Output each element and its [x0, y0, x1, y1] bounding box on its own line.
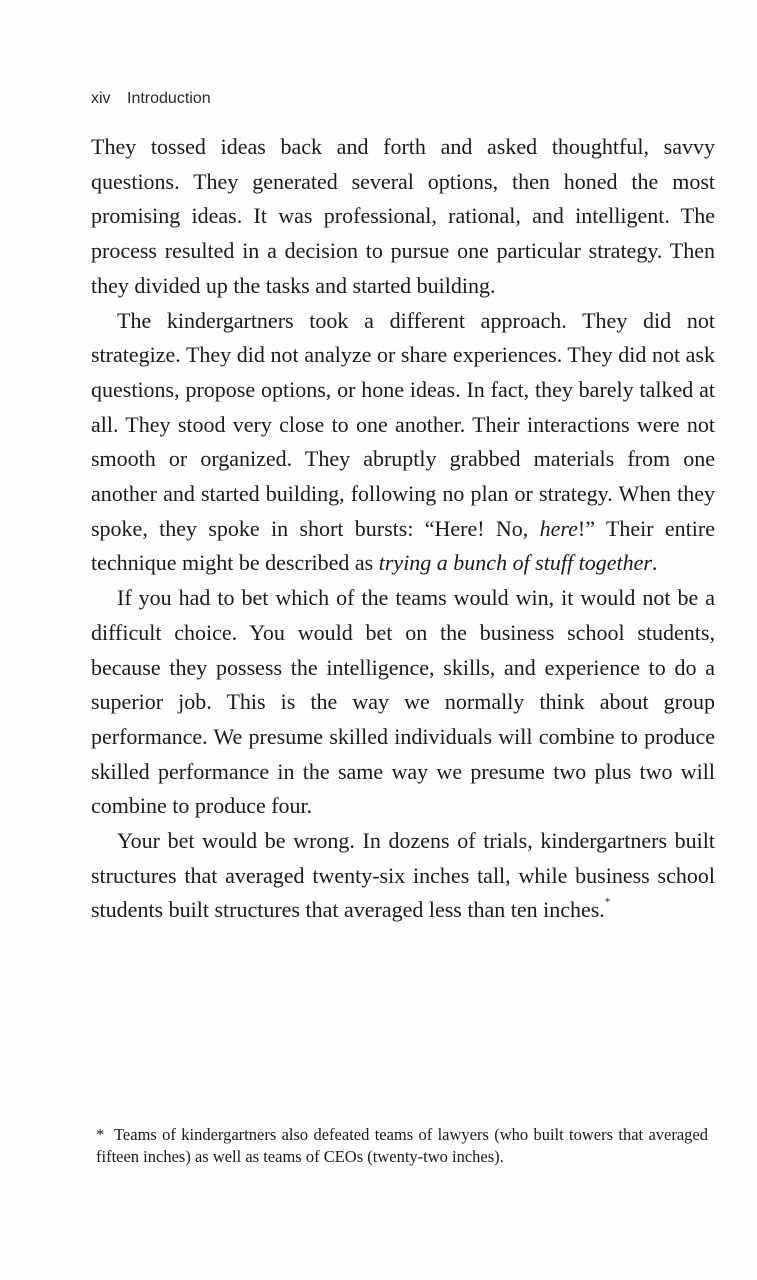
emphasis-here: here — [539, 515, 578, 541]
footnote-reference: * — [604, 896, 611, 909]
emphasis-trying-a-bunch: trying a bunch of stuff together — [378, 550, 652, 576]
footnote-text: Teams of kindergartners also defeated teams of lawyers (who built towers that averaged fifteen inches) as well as teams of CEOs (twenty-two inches). — [96, 1125, 708, 1166]
footnote-mark: * — [96, 1125, 105, 1144]
page-number: xiv — [91, 90, 111, 107]
paragraph-2-text-c: . — [651, 550, 658, 576]
paragraph-3: If you had to bet which of the teams would win, it would not be a difficult choice. You would bet on the business school students, because they possess the intelligence, skills, and experience to do a superior job. This is the way we normally think about group performance. We presume skilled individuals will combine to produce skilled performance in the same way we presume two plus two will combine to produce four. — [91, 585, 715, 819]
paragraph-1: They tossed ideas back and forth and asked thoughtful, savvy questions. They generated several options, then honed the most promising ideas. It was professional, rational, and intelligent. The process resulted in a decision to pursue one particular strategy. Then they divided up the tasks and started building. — [91, 134, 715, 298]
chapter-title: Introduction — [127, 90, 211, 107]
paragraph-4-text: Your bet would be wrong. In dozens of trials, kindergartners built structures that averaged twenty-six inches tall, while business school students built structures that averaged less than ten inches. — [91, 828, 715, 923]
running-head — [91, 90, 211, 108]
paragraph-2-text-b: !” Their entire technique might be described as — [91, 515, 715, 576]
paragraph-2-text-a: The kindergartners took a different approach. They did not strategize. They did not analyze or share experiences. They did not ask questions, propose options, or hone ideas. In fact, they barely talked at all. They stood very close to one another. Their interactions were not smooth or organized. They abruptly grabbed materials from one another and started building, following no plan or strategy. When they spoke, they spoke in short bursts: “Here! No, — [91, 307, 715, 541]
paragraph-2 — [91, 304, 715, 582]
body-text — [91, 130, 715, 928]
paragraph-4 — [91, 824, 715, 928]
footnote — [96, 1124, 708, 1168]
